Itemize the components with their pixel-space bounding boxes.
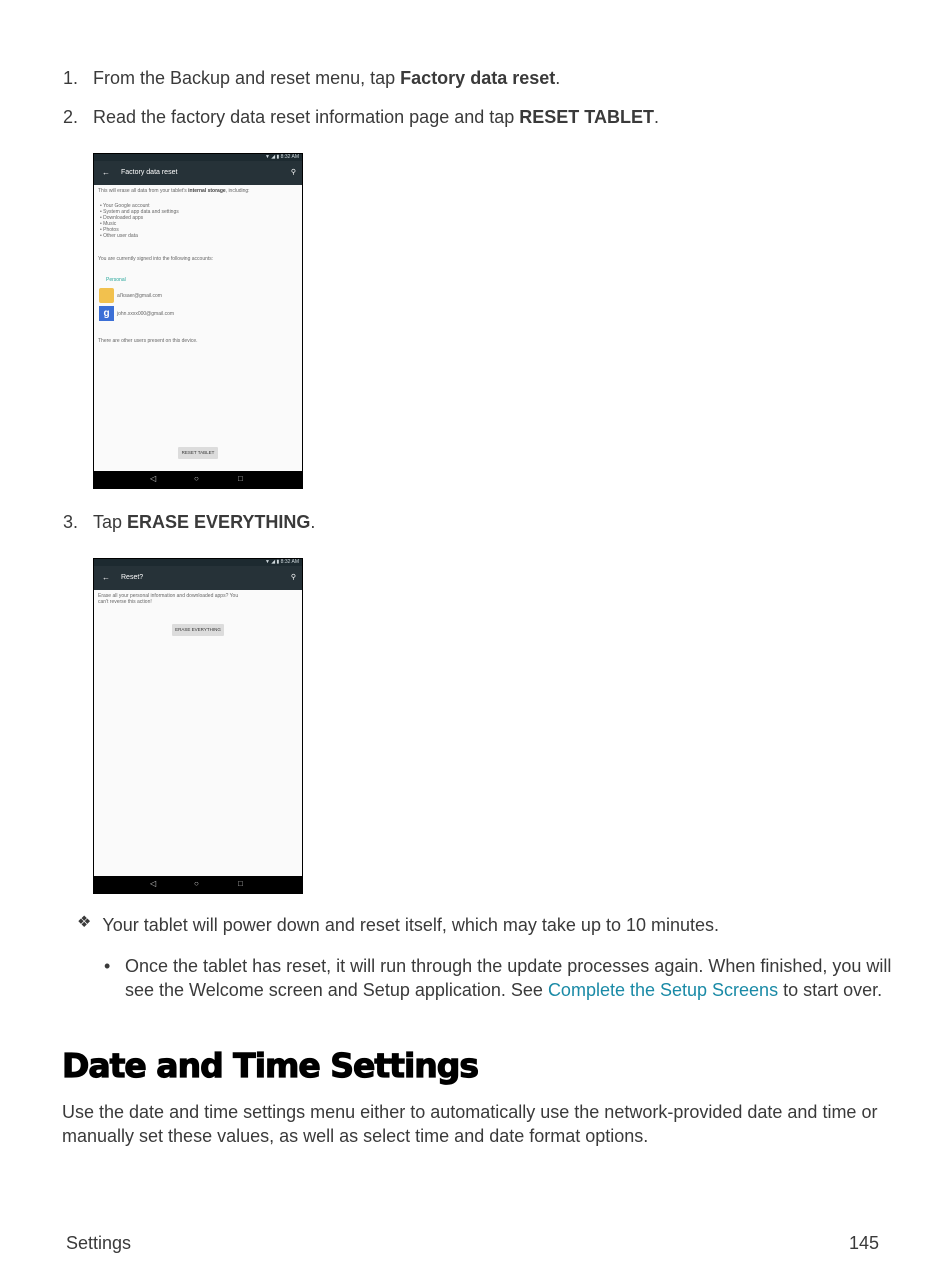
- google-icon: g: [99, 306, 114, 321]
- step-text: Read the factory data reset information page and tap RESET TABLET.: [93, 107, 659, 127]
- note-text: Your tablet will power down and reset itself, which may take up to 10 minutes.: [102, 915, 720, 935]
- nav-recents-icon[interactable]: □: [238, 474, 243, 483]
- accounts-category: Personal: [106, 277, 126, 283]
- reset-confirm-screenshot: [93, 558, 303, 894]
- erase-item: • Other user data: [100, 233, 138, 239]
- status-bar: ▼ ◢ ▮ 8:32 AM: [94, 154, 302, 161]
- other-users-text: There are other users present on this device.: [98, 338, 198, 344]
- erase-everything-button[interactable]: ERASE EVERYTHING: [172, 624, 224, 636]
- reset-tablet-button[interactable]: RESET TABLET: [178, 447, 218, 459]
- app-bar-title: Reset?: [121, 574, 144, 581]
- step-number: 2.: [63, 107, 79, 127]
- erase-intro: This will erase all data from your tablet's internal storage, including:: [98, 188, 250, 194]
- back-arrow-icon: ←: [102, 573, 110, 582]
- section-intro: Use the date and time settings menu either to automatically use the network-provided date and time or manually set these values, as well as select time and date format options.: [62, 1102, 878, 1146]
- screen-body: [94, 590, 302, 876]
- search-icon: ⚲: [290, 574, 296, 581]
- app-bar-title: Factory data reset: [121, 169, 178, 176]
- system-nav-bar: [94, 471, 302, 488]
- power-down-note: [77, 914, 719, 938]
- nav-back-icon[interactable]: ◁: [150, 879, 157, 888]
- nav-back-icon[interactable]: ◁: [150, 474, 157, 483]
- system-nav-bar: [94, 876, 302, 893]
- status-bar: ▼ ◢ ▮ 8:32 AM: [94, 559, 302, 566]
- diamond-bullet-icon: ❖: [77, 914, 92, 931]
- reset-message: can't reverse this action!: [98, 599, 152, 605]
- nav-recents-icon[interactable]: □: [238, 879, 243, 888]
- footer-section-name: Settings: [66, 1233, 132, 1253]
- factory-reset-screenshot: [93, 153, 303, 489]
- nav-home-icon[interactable]: ○: [194, 474, 199, 483]
- erase-item: • Your Google account: [100, 203, 150, 209]
- search-icon: ⚲: [290, 169, 296, 176]
- bullet-dot-icon: •: [104, 956, 111, 976]
- step-text: From the Backup and reset menu, tap Factory data reset.: [93, 68, 561, 88]
- erase-item: • Music: [100, 221, 117, 227]
- erase-item: • System and app data and settings: [100, 209, 179, 215]
- step-keyword: Factory data reset: [400, 68, 556, 88]
- section-heading: Date and Time Settings: [62, 1046, 479, 1085]
- app-bar: [94, 566, 302, 590]
- signed-in-text: You are currently signed into the following accounts:: [98, 256, 214, 262]
- setup-screens-link[interactable]: Complete the Setup Screens: [547, 980, 779, 1000]
- step-number: 3.: [63, 512, 79, 532]
- step-text: Tap ERASE EVERYTHING.: [93, 512, 316, 532]
- followup-text: Once the tablet has reset, it will run through the update processes again. When finished, you will see the Welcome screen and Setup application. See Complete the Setup Screens to start over.: [125, 956, 892, 1000]
- reset-message: Erase all your personal information and downloaded apps? You: [98, 593, 239, 599]
- erase-item: • Photos: [100, 227, 119, 233]
- step-number: 1.: [63, 68, 79, 88]
- step-keyword: ERASE EVERYTHING: [127, 512, 311, 532]
- email-app-icon: [99, 288, 114, 303]
- back-arrow-icon: ←: [102, 168, 110, 177]
- nav-home-icon[interactable]: ○: [194, 879, 199, 888]
- page-number: 145: [849, 1233, 880, 1253]
- erase-item: • Downloaded apps: [100, 215, 144, 221]
- account-email: john.xxxx000@gmail.com: [117, 311, 175, 317]
- step-keyword: RESET TABLET: [519, 107, 654, 127]
- account-email: al'ksaer@gmail.com: [117, 293, 162, 299]
- screen-body: [94, 185, 302, 471]
- app-bar: [94, 161, 302, 185]
